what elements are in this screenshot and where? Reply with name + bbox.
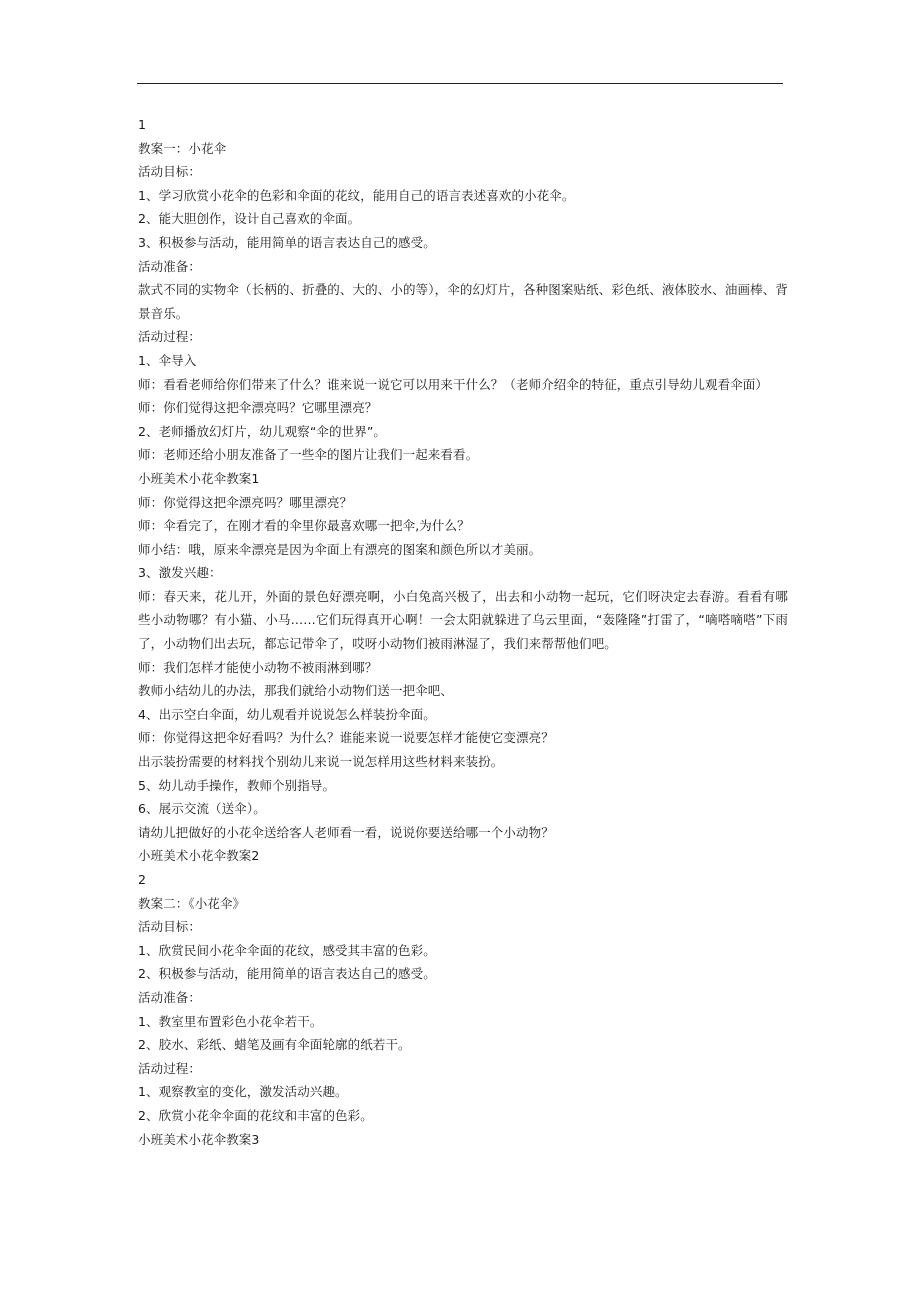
dialogue-line: 师：你觉得这把伞好看吗？为什么？谁能来说一说要怎样才能使它变漂亮？ [138, 730, 554, 746]
heading-process-1: 活动过程： [138, 329, 202, 345]
page-marker: 小班美术小花伞教案3 [138, 1131, 260, 1147]
goal-item: 3、积极参与活动，能用简单的语言表达自己的感受。 [138, 234, 436, 250]
dialogue-line: 师：你们觉得这把伞漂亮吗？它哪里漂亮？ [138, 400, 378, 416]
goal-item: 2、能大胆创作，设计自己喜欢的伞面。 [138, 211, 361, 227]
process-step: 3、激发兴趣： [138, 565, 222, 581]
dialogue-line: 教师小结幼儿的办法，那我们就给小动物们送一把伞吧、 [138, 683, 454, 699]
heading-goals-2: 活动目标： [138, 919, 202, 935]
goal-item: 1、欣赏民间小花伞伞面的花纹，感受其丰富的色彩。 [138, 942, 436, 958]
heading-preparation-2: 活动准备： [138, 989, 202, 1005]
process-step: 1、伞导入 [138, 352, 197, 368]
page-marker: 小班美术小花伞教案1 [138, 470, 260, 486]
lesson-title-1: 教案一：小花伞 [138, 140, 227, 156]
dialogue-line: 师小结：哦，原来伞漂亮是因为伞面上有漂亮的图案和颜色所以才美丽。 [138, 541, 542, 557]
dialogue-line: 请幼儿把做好的小花伞送给客人老师看一看，说说你要送给哪一个小动物？ [138, 824, 554, 840]
dialogue-line: 师：看看老师给你们带来了什么？谁来说一说它可以用来干什么？（老师介绍伞的特征，重点引导幼儿观看伞面） [138, 376, 769, 392]
dialogue-line: 师：你觉得这把伞漂亮吗？哪里漂亮？ [138, 494, 353, 510]
document-body [138, 113, 788, 1151]
goal-item: 2、积极参与活动，能用简单的语言表达自己的感受。 [138, 966, 436, 982]
preparation-paragraph: 款式不同的实物伞（长柄的、折叠的、大的、小的等），伞的幻灯片，各种图案贴纸、彩色纸、液体胶水、油画棒、背景音乐。 [138, 282, 788, 321]
section-number-2: 2 [138, 872, 147, 887]
process-step: 2、欣赏小花伞伞面的花纹和丰富的色彩。 [138, 1107, 373, 1123]
process-step: 1、观察教室的变化，激发活动兴趣。 [138, 1084, 348, 1100]
process-step: 6、展示交流（送伞）。 [138, 801, 266, 817]
goal-item: 1、学习欣赏小花伞的色彩和伞面的花纹，能用自己的语言表述喜欢的小花伞。 [138, 187, 575, 203]
page-marker: 小班美术小花伞教案2 [138, 848, 260, 864]
story-paragraph: 师：春天来，花儿开，外面的景色好漂亮啊，小白兔高兴极了，出去和小动物一起玩，它们呀决定去春游。看看有哪些小动物哪？有小猫、小马……它们玩得真开心啊！一会太阳就躲进了乌云里面，“轰隆隆”打雷了，“嘀嗒嘀嗒”下雨了，小动物们出去玩，都忘记带伞了，哎呀小动物们被雨淋湿了，我们来帮帮他们吧。 [138, 588, 788, 652]
process-step: 5、幼儿动手操作，教师个别指导。 [138, 777, 336, 793]
dialogue-line: 师：我们怎样才能使小动物不被雨淋到哪？ [138, 659, 378, 675]
heading-goals-1: 活动目标： [138, 164, 202, 180]
header-rule [137, 83, 783, 84]
dialogue-line: 师：老师还给小朋友准备了一些伞的图片让我们一起来看看。 [138, 447, 479, 463]
heading-process-2: 活动过程： [138, 1060, 202, 1076]
process-step: 2、老师播放幻灯片，幼儿观察“伞的世界”。 [138, 423, 387, 439]
dialogue-line: 出示装扮需要的材料找个别幼儿来说一说怎样用这些材料来装扮。 [138, 754, 504, 770]
preparation-item: 1、教室里布置彩色小花伞若干。 [138, 1013, 323, 1029]
heading-preparation-1: 活动准备： [138, 258, 202, 274]
lesson-title-2: 教案二：《小花伞》 [138, 895, 246, 911]
process-step: 4、出示空白伞面，幼儿观看并说说怎么样装扮伞面。 [138, 706, 436, 722]
preparation-item: 2、胶水、彩纸、蜡笔及画有伞面轮廓的纸若干。 [138, 1037, 411, 1053]
dialogue-line: 师：伞看完了，在刚才看的伞里你最喜欢哪一把伞,为什么？ [138, 518, 470, 534]
section-number-1: 1 [138, 117, 147, 132]
